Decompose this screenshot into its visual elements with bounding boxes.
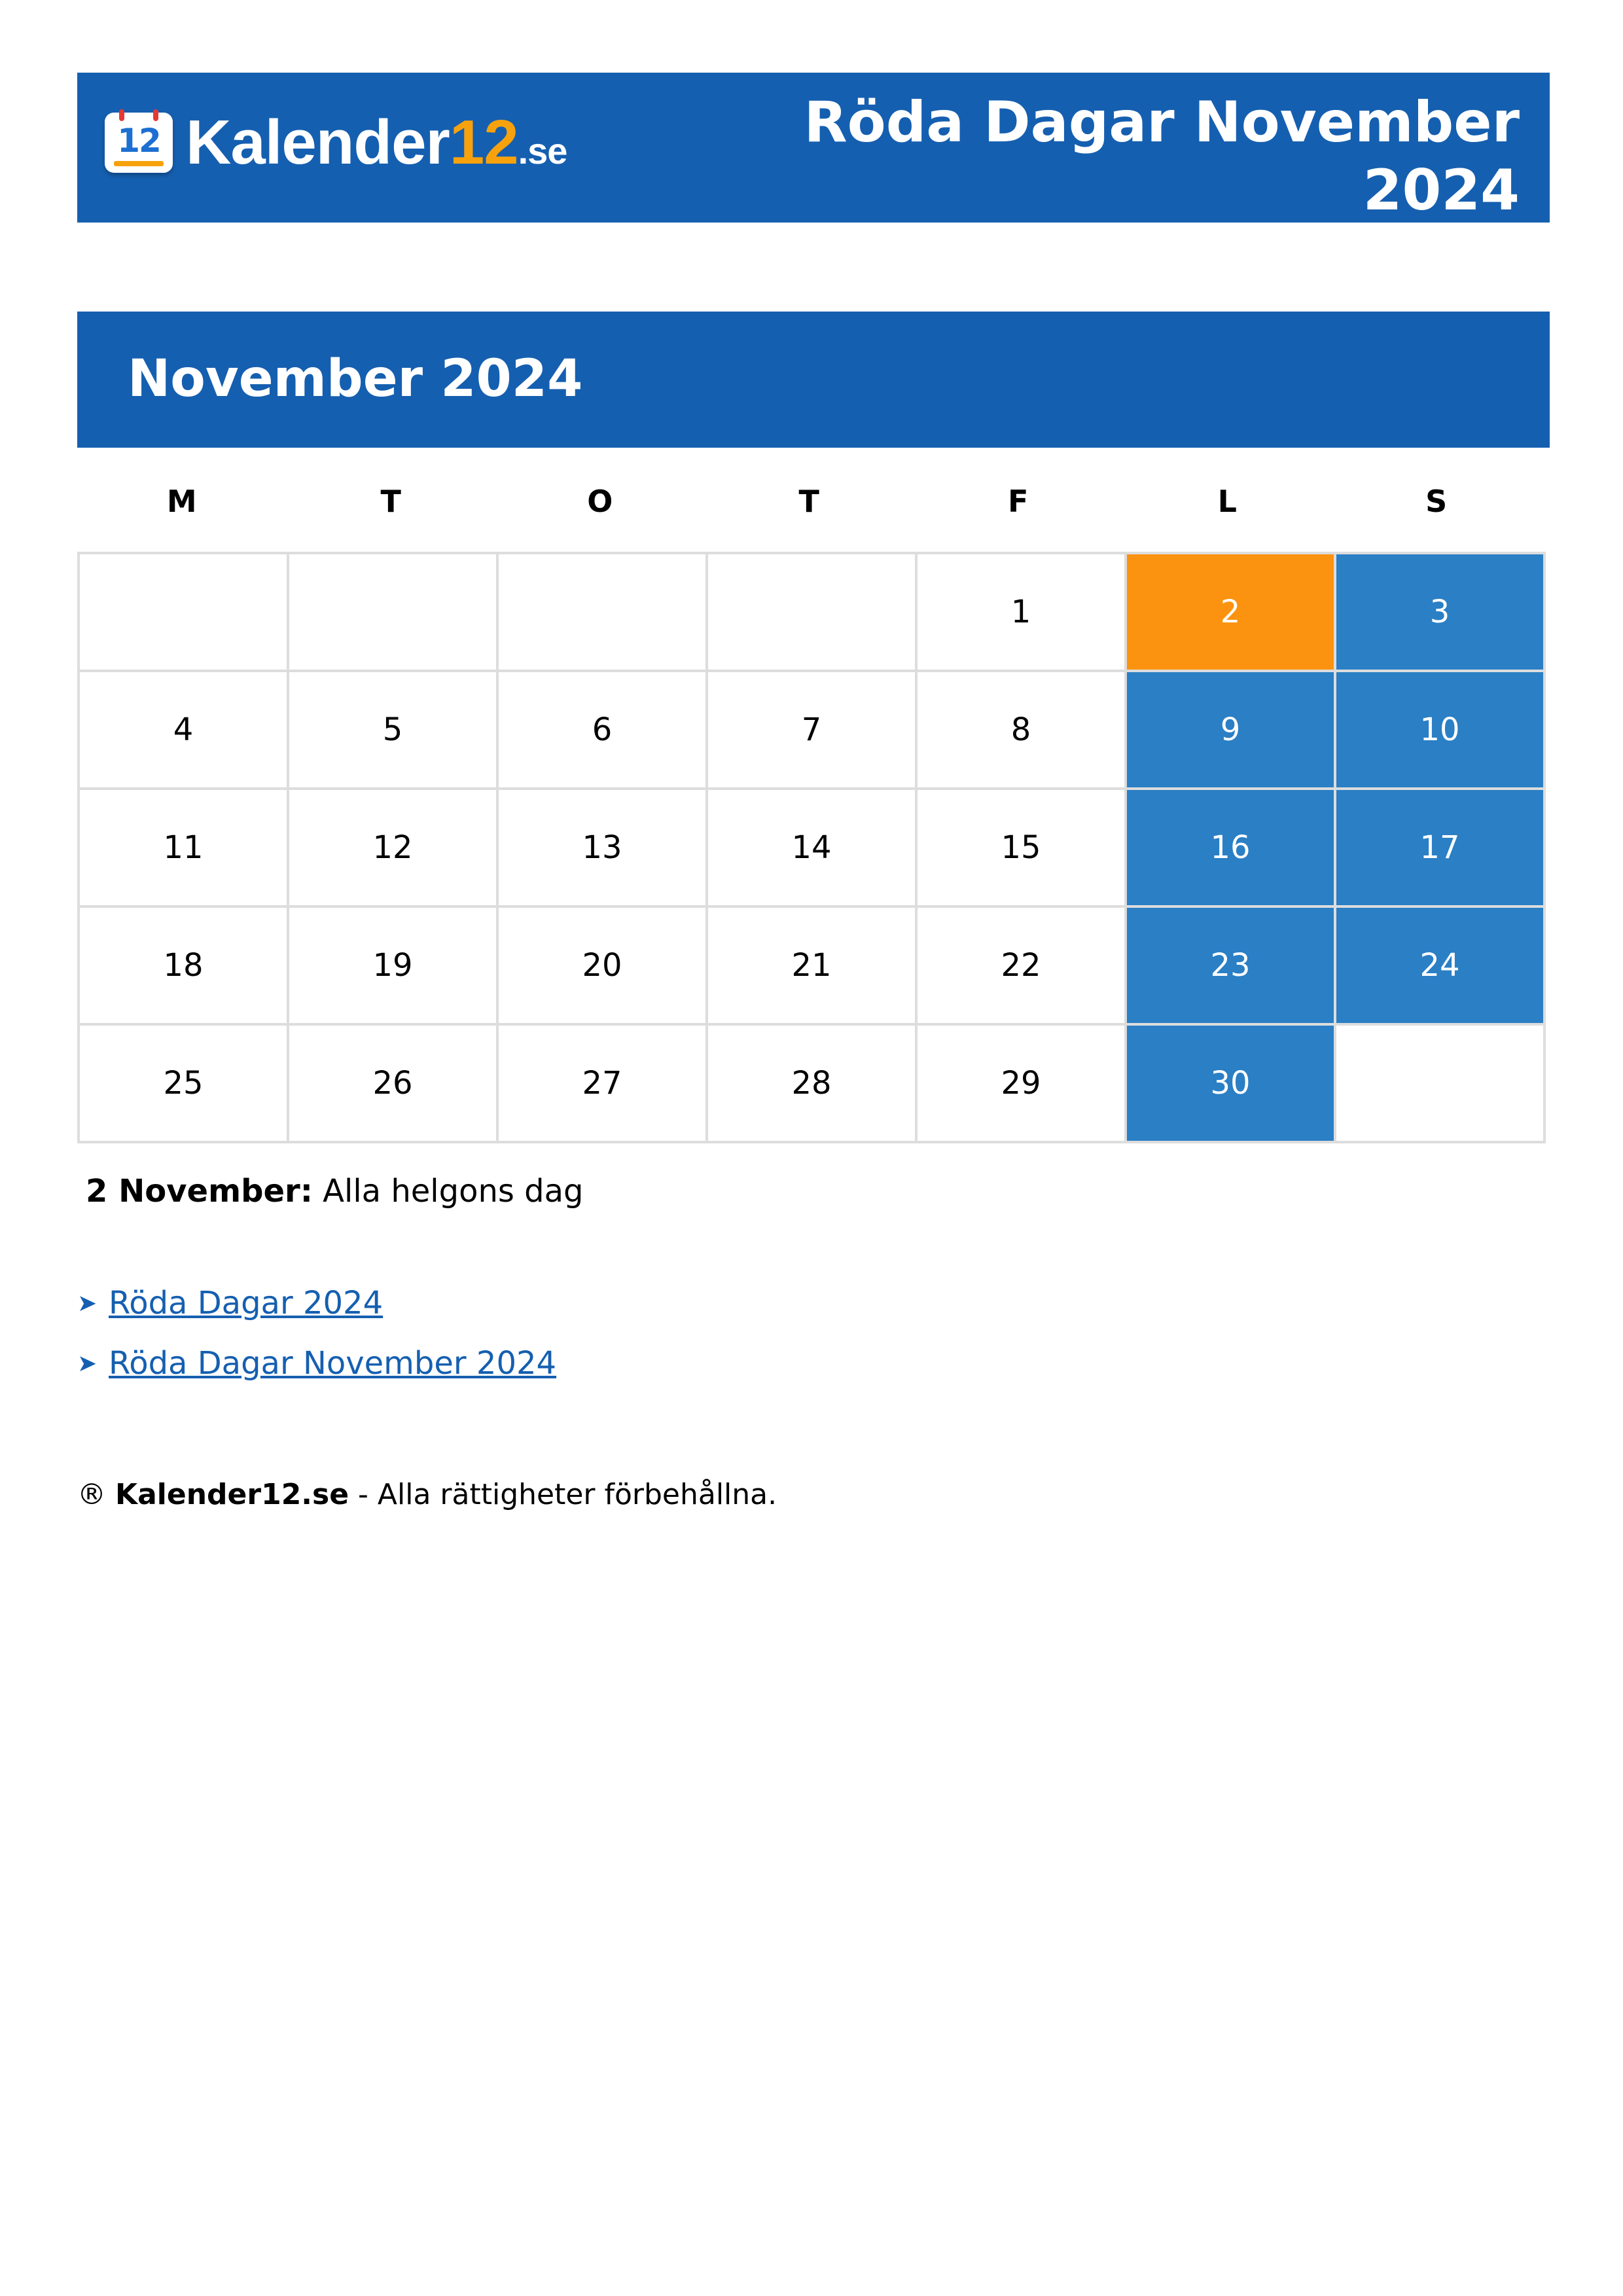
- footer-brand: Kalender12.se: [115, 1478, 349, 1511]
- calendar-day-cell-weekend: 16: [1126, 789, 1335, 906]
- calendar-day-cell: 21: [707, 906, 916, 1024]
- link-item: [77, 1273, 556, 1333]
- holiday-note: [86, 1172, 584, 1211]
- registered-symbol: ®: [77, 1478, 106, 1511]
- calendar-day-cell: 18: [79, 906, 288, 1024]
- calendar-day-cell: [497, 553, 707, 671]
- calendar-day-cell: 28: [707, 1024, 916, 1142]
- calendar-day-cell-weekend: 30: [1126, 1024, 1335, 1142]
- footer-text: - Alla rättigheter förbehållna.: [349, 1478, 777, 1511]
- calendar-day-cell: 15: [916, 789, 1126, 906]
- calendar-day-cell: [1335, 1024, 1544, 1142]
- link-roda-dagar-2024[interactable]: Röda Dagar 2024: [109, 1285, 383, 1321]
- weekday-label: M: [166, 484, 197, 519]
- calendar-day-cell: 29: [916, 1024, 1126, 1142]
- month-title: November 2024: [128, 350, 583, 408]
- page-title: Röda Dagar November 2024: [804, 90, 1520, 223]
- calendar-day-cell: 27: [497, 1024, 707, 1142]
- calendar-icon: 12: [105, 113, 173, 173]
- logo-wordmark: Kalender12.se: [186, 107, 567, 177]
- link-roda-dagar-november-2024[interactable]: Röda Dagar November 2024: [109, 1345, 557, 1382]
- weekday-label: F: [1008, 484, 1029, 519]
- calendar-day-cell: [288, 553, 497, 671]
- calendar-day-cell: 5: [288, 671, 497, 789]
- calendar-day-cell: 22: [916, 906, 1126, 1024]
- site-logo[interactable]: [105, 107, 567, 179]
- arrow-right-icon: ➤: [77, 1289, 98, 1317]
- calendar-day-cell-weekend: 24: [1335, 906, 1544, 1024]
- calendar-day-cell: 11: [79, 789, 288, 906]
- calendar-day-cell: 6: [497, 671, 707, 789]
- weekday-label: T: [380, 484, 401, 519]
- calendar-day-cell: 1: [916, 553, 1126, 671]
- weekday-label: T: [798, 484, 819, 519]
- calendar-day-cell: 14: [707, 789, 916, 906]
- calendar-day-cell: 12: [288, 789, 497, 906]
- calendar-week-row: [79, 1024, 1544, 1142]
- calendar-day-cell-weekend: 9: [1126, 671, 1335, 789]
- calendar-week-row: [79, 789, 1544, 906]
- arrow-right-icon: ➤: [77, 1350, 98, 1377]
- calendar-day-cell: 19: [288, 906, 497, 1024]
- calendar-grid: [77, 552, 1546, 1143]
- calendar-day-cell: [79, 553, 288, 671]
- calendar-day-cell: 26: [288, 1024, 497, 1142]
- calendar-day-cell: 20: [497, 906, 707, 1024]
- page-header: [77, 73, 1550, 223]
- calendar-day-cell-weekend: 10: [1335, 671, 1544, 789]
- calendar-day-cell-weekend: 17: [1335, 789, 1544, 906]
- link-item: [77, 1333, 556, 1393]
- weekday-label: L: [1217, 484, 1237, 519]
- footer: [77, 1478, 777, 1511]
- calendar-week-row: [79, 906, 1544, 1024]
- holiday-name: Alla helgons dag: [323, 1173, 584, 1210]
- calendar-day-cell-weekend: 3: [1335, 553, 1544, 671]
- calendar-day-cell: 25: [79, 1024, 288, 1142]
- calendar-day-cell: [707, 553, 916, 671]
- calendar-day-cell: 4: [79, 671, 288, 789]
- calendar-day-cell-holiday: 2: [1126, 553, 1335, 671]
- calendar-week-row: [79, 553, 1544, 671]
- weekday-header-row: [77, 478, 1541, 525]
- calendar-week-row: [79, 671, 1544, 789]
- calendar-day-cell-weekend: 23: [1126, 906, 1335, 1024]
- month-header: [77, 312, 1550, 448]
- weekday-label: O: [587, 484, 613, 519]
- weekday-label: S: [1425, 484, 1448, 519]
- calendar-day-cell: 7: [707, 671, 916, 789]
- holiday-date: 2 November:: [86, 1173, 313, 1210]
- calendar-day-cell: 13: [497, 789, 707, 906]
- related-links: [77, 1273, 556, 1393]
- calendar-day-cell: 8: [916, 671, 1126, 789]
